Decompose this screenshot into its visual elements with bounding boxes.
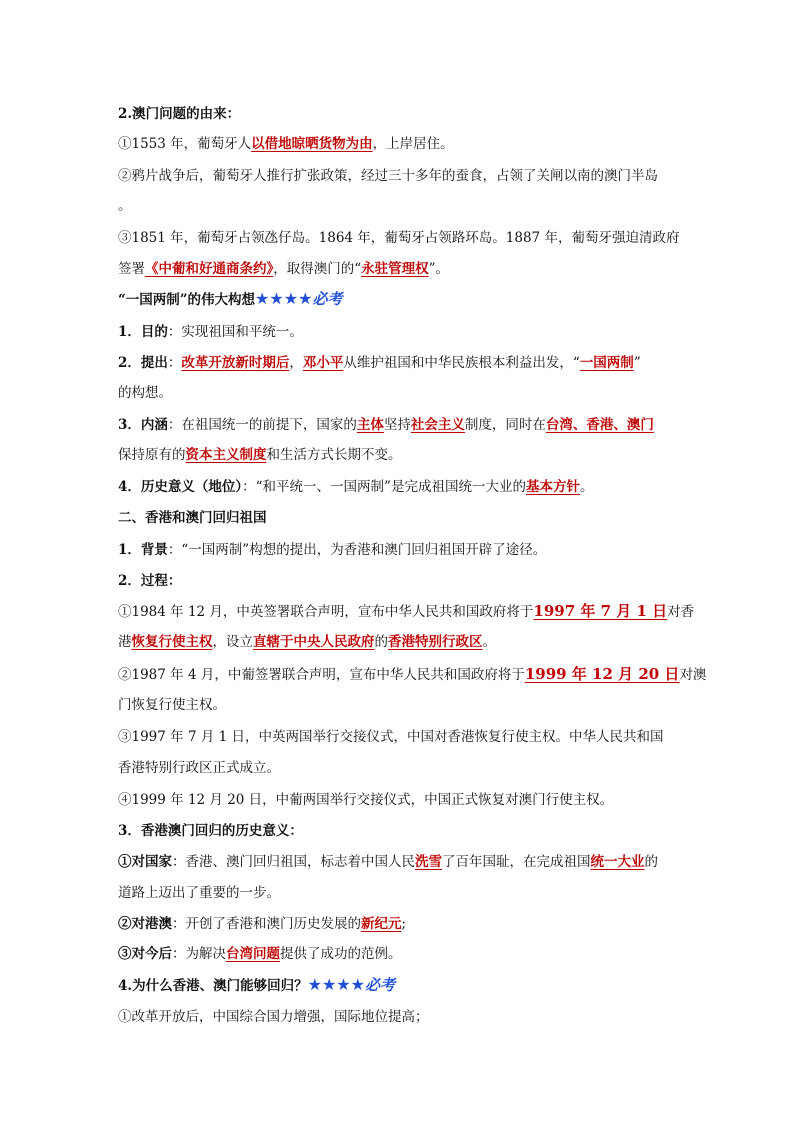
text: 签署 — [118, 261, 145, 277]
text: 坚持 — [383, 417, 411, 433]
section-title-why-return — [118, 976, 678, 995]
key-phrase: 基本方针 — [525, 479, 580, 495]
text: ， — [289, 355, 303, 371]
paragraph-content — [118, 416, 678, 434]
paragraph-significance-nation-line2 — [118, 884, 678, 902]
label: ③对今后 — [118, 946, 172, 962]
label: 4．历史意义（地位） — [118, 479, 243, 495]
key-phrase: 直辖于中央人民政府 — [253, 634, 375, 650]
paragraph-opium-war-end — [118, 197, 678, 215]
paragraph-background — [118, 541, 678, 559]
text: ③1997 年 7 月 1 日，中英两国举行交接仪式，中国对香港恢复行使主权。中华人民共和国 — [118, 729, 664, 745]
text: 的构想。 — [118, 385, 172, 401]
text: 保持原有的 — [118, 447, 186, 463]
key-phrase: 以借地晾晒货物为由 — [251, 136, 373, 152]
star-rating-icon: ★★★★ — [307, 975, 365, 994]
paragraph-1987-line2 — [118, 696, 678, 714]
text: ③1851 年，葡萄牙占领氹仔岛。1864 年，葡萄牙占领路环岛。1887 年，葡萄牙强迫清政府 — [118, 230, 680, 246]
section-title-macau-origin — [118, 105, 678, 123]
text: 。 — [482, 634, 496, 650]
paragraph-1984-line2 — [118, 633, 678, 651]
text: ①改革开放后，中国综合国力增强，国际地位提高； — [118, 1009, 429, 1025]
label: 2．提出 — [118, 355, 168, 371]
label: 1．背景 — [118, 542, 168, 558]
text: 的 — [374, 634, 388, 650]
section-title-return — [118, 509, 678, 527]
paragraph-1997-line2 — [118, 759, 678, 777]
paragraph-propose — [118, 354, 678, 372]
text: 。 — [118, 198, 132, 214]
paragraph-1984 — [118, 602, 695, 621]
text: ; — [401, 916, 407, 932]
paragraph-process-title — [118, 572, 678, 590]
heading-text: 4.为什么香港、澳门能够回归？ — [118, 978, 308, 994]
label: ②对港澳 — [118, 916, 172, 932]
key-phrase: 洗雪 — [415, 854, 442, 870]
paragraph-opium-war — [118, 167, 678, 185]
key-phrase-deng: 邓小平 — [302, 355, 344, 371]
text: ” — [633, 355, 641, 371]
text: ①1984 年 12 月，中英签署联合声明，宣布中华人民共和国政府将于 — [118, 604, 534, 620]
paragraph-significance-nation — [118, 853, 678, 871]
text: ：实现祖国和平统一。 — [167, 324, 303, 340]
text: 制度，同时在 — [464, 417, 546, 433]
paragraph-1997 — [118, 728, 678, 746]
text: ：“一国两制”构想的提出，为香港和澳门回归祖国开辟了途径。 — [167, 542, 547, 558]
must-test-badge: 必考 — [364, 976, 395, 994]
text: ②鸦片战争后，葡萄牙人推行扩张政策，经过三十多年的蚕食，占领了关闸以南的澳门半岛 — [118, 168, 658, 184]
must-test-badge: 必考 — [312, 290, 343, 308]
label: 2．过程： — [118, 573, 182, 589]
text: 道路上迈出了重要的一步。 — [118, 885, 280, 901]
key-phrase-permanent-management: 永驻管理权 — [361, 261, 429, 277]
key-phrase-one-country: 一国两制 — [579, 355, 634, 371]
paragraph-significance-future — [118, 945, 678, 963]
paragraph-purpose — [118, 323, 678, 341]
text: 和生活方式长期不变。 — [266, 447, 402, 463]
label: ①对国家 — [118, 854, 172, 870]
paragraph-1851 — [118, 229, 678, 247]
paragraph-propose-line2 — [118, 384, 678, 402]
text: ，设立 — [212, 634, 253, 650]
text: 对香 — [667, 604, 695, 620]
text: ：香港、澳门回归祖国，标志着中国人民 — [172, 854, 415, 870]
key-phrase: 香港特别行政区 — [388, 634, 483, 650]
text: 港 — [118, 634, 132, 650]
key-phrase: 社会主义 — [410, 417, 465, 433]
key-phrase: 主体 — [356, 417, 384, 433]
text: ，上岸居住。 — [372, 136, 454, 152]
key-phrase: 新纪元 — [361, 916, 402, 932]
text: ：“和平统一、一国两制”是完成祖国统一大业的 — [242, 479, 526, 495]
paragraph-why-1 — [118, 1008, 678, 1026]
heading-text: “一国两制”的伟大构想 — [118, 292, 256, 308]
heading-text: 二、香港和澳门回归祖国 — [118, 510, 267, 526]
text: 对澳 — [679, 667, 707, 683]
key-phrase: 资本主义制度 — [185, 447, 267, 463]
key-phrase: 台湾问题 — [226, 946, 280, 962]
paragraph-1999 — [118, 791, 678, 809]
heading-text: 3．香港澳门回归的历史意义： — [118, 823, 303, 839]
star-rating-icon: ★★★★ — [255, 289, 313, 308]
text: ：在祖国统一的前提下，国家的 — [167, 417, 357, 433]
section-title-significance — [118, 822, 678, 840]
paragraph-1987 — [118, 665, 707, 684]
heading-text: 2.澳门问题的由来： — [118, 106, 241, 122]
paragraph-significance-hkmo — [118, 915, 678, 933]
key-date: 1997 年 7 月 1 日 — [533, 602, 668, 620]
text: 的 — [644, 854, 658, 870]
text: ②1987 年 4 月，中葡签署联合声明，宣布中华人民共和国政府将于 — [118, 667, 525, 683]
text: ： — [167, 355, 182, 371]
paragraph-meaning — [118, 478, 678, 496]
text: ，取得澳门的“ — [273, 261, 362, 277]
key-phrase: 恢复行使主权 — [131, 634, 213, 650]
text: 提供了成功的范例。 — [280, 946, 402, 962]
text: 。 — [579, 479, 594, 495]
key-phrase: 统一大业 — [590, 854, 645, 870]
label: 3．内涵 — [118, 417, 168, 433]
text: 了百年国耻，在完成祖国 — [442, 854, 591, 870]
key-phrase-treaty: 《中葡和好通商条约》 — [145, 261, 274, 277]
text: ”。 — [428, 261, 450, 277]
text: ①1553 年，葡萄牙人 — [118, 136, 252, 152]
paragraph-1851-line2 — [118, 260, 678, 278]
text: ④1999 年 12 月 20 日，中葡两国举行交接仪式，中国正式恢复对澳门行使主权。 — [118, 792, 614, 808]
section-title-one-country — [118, 290, 678, 309]
paragraph-content-line2 — [118, 446, 678, 464]
text: 门恢复行使主权。 — [118, 697, 226, 713]
key-phrase: 台湾、香港、澳门 — [545, 417, 654, 433]
label: 1．目的 — [118, 324, 168, 340]
key-phrase: 改革开放新时期后 — [181, 355, 290, 371]
key-date: 1999 年 12 月 20 日 — [524, 665, 680, 683]
text: 香港特别行政区正式成立。 — [118, 760, 280, 776]
paragraph-macau-1553 — [118, 135, 678, 153]
text: ：开创了香港和澳门历史发展的 — [172, 916, 361, 932]
text: ：为解决 — [172, 946, 226, 962]
text: 从维护祖国和中华民族根本利益出发，“ — [343, 355, 580, 371]
